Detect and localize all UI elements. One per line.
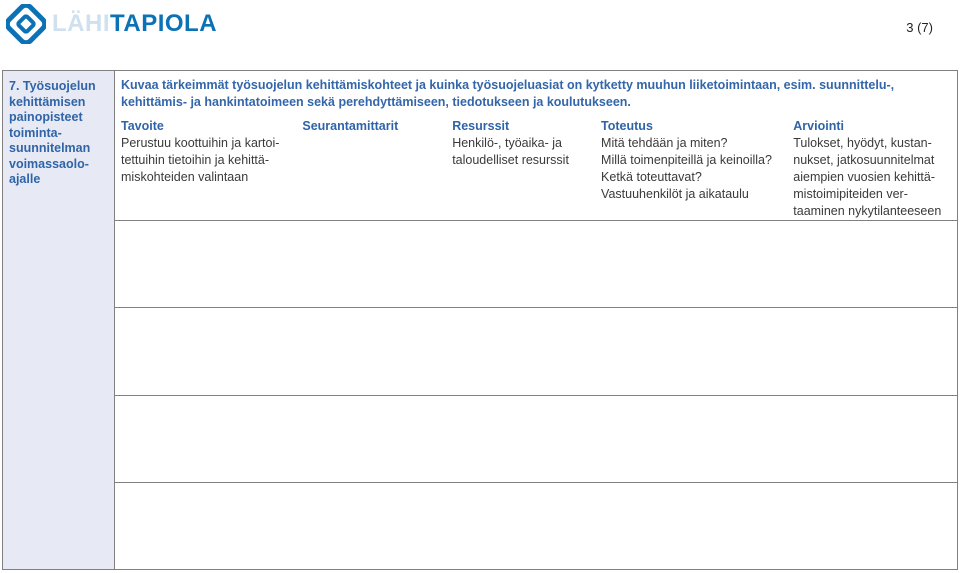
entry-cell[interactable] xyxy=(115,308,958,395)
column-description: Perustuu koottuihin ja kartoi- tettuihin tietoihin ja kehittä- miskohteiden valintaan xyxy=(121,136,280,184)
logo-text-lahi: LÄHI xyxy=(52,10,110,37)
header-cell xyxy=(115,71,958,221)
column-title: Resurssit xyxy=(452,119,510,133)
entry-row xyxy=(3,482,958,569)
column-description: Mitä tehdään ja miten? Millä toimenpiteillä ja keinoilla? Ketkä toteuttavat? Vastuuhenkilöt ja aikataulu xyxy=(601,136,772,201)
section-heading: 7. Työsuojelun kehittämisen painopisteet toiminta- suunnitelman voimassaolo- ajalle xyxy=(3,71,115,570)
column-tavoite xyxy=(121,118,302,220)
logo-text-tapiola: TAPIOLA xyxy=(110,10,218,37)
column-description: Henkilö-, työaika- ja taloudelliset resurssit xyxy=(452,136,569,167)
logo-mark-icon xyxy=(6,4,46,44)
column-description: Tulokset, hyödyt, kustan- nukset, jatkosuunnitelmat aiempien vuosien kehittä- mistoimipiteiden ver- taaminen nykytilanteeseen xyxy=(793,136,942,218)
entry-cell[interactable] xyxy=(115,221,958,308)
entry-row xyxy=(3,221,958,308)
entry-cell[interactable] xyxy=(115,395,958,482)
column-seurantamittarit xyxy=(302,118,452,220)
column-title: Seurantamittarit xyxy=(302,119,399,133)
column-headers xyxy=(121,118,951,220)
column-title: Toteutus xyxy=(601,119,653,133)
column-resurssit xyxy=(452,118,601,220)
entry-row xyxy=(3,308,958,395)
entry-cell[interactable] xyxy=(115,482,958,569)
lahitapiola-logo xyxy=(6,2,217,46)
column-title: Tavoite xyxy=(121,119,164,133)
header-row xyxy=(3,71,958,221)
logo-wordmark xyxy=(52,2,217,46)
column-arviointi xyxy=(793,118,951,220)
section-intro: Kuvaa tärkeimmät työsuojelun kehittämiskohteet ja kuinka työsuojeluasiat on kytketty muuhun liiketoimintaan, esim. suunnittelu-, kehittämis- ja hankintatoimeen sekä perehdyttämiseen, tiedotukseen ja koulutukseen. xyxy=(121,78,895,109)
column-toteutus xyxy=(601,118,793,220)
column-title: Arviointi xyxy=(793,119,844,133)
page-number: 3 (7) xyxy=(906,20,933,35)
entry-row xyxy=(3,395,958,482)
plan-table xyxy=(2,70,958,570)
